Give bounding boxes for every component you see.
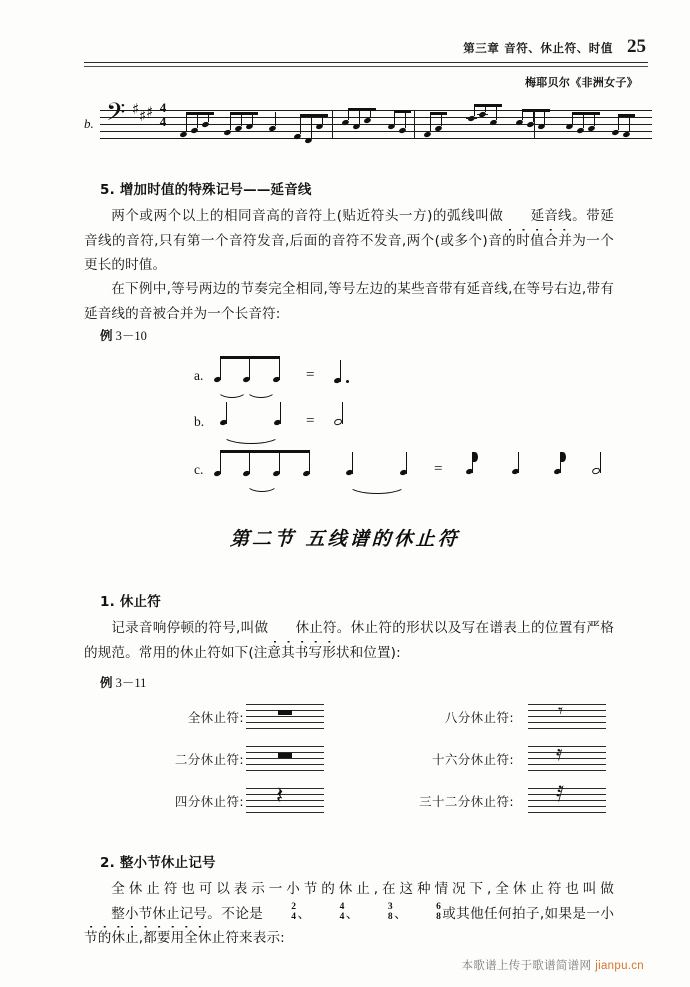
tie-example-row	[84, 352, 614, 398]
time-signature	[156, 101, 170, 128]
row-c-operator: =	[434, 461, 443, 477]
beam	[618, 114, 635, 117]
beam	[394, 110, 411, 113]
staff-quarter-rest	[246, 781, 324, 812]
sixteenth-rest-icon: 𝄿	[556, 741, 563, 765]
staff-half-rest	[246, 746, 324, 770]
stem	[474, 104, 475, 116]
barline	[534, 110, 535, 139]
running-head	[463, 36, 646, 58]
page-number: 25	[627, 36, 646, 57]
beam	[522, 109, 550, 112]
time-signature-top: 4	[159, 100, 167, 115]
stem	[629, 114, 630, 132]
row-a-operator: =	[306, 367, 315, 383]
rest-label-eighth: 八分休止符:	[444, 710, 514, 725]
emphasis-tie-term: 延音线	[503, 204, 571, 229]
paragraph-tie-example-intro	[84, 277, 614, 326]
rest-row-thirtysecond	[352, 784, 614, 818]
example-label-3-11	[100, 673, 146, 691]
staff-eighth-rest	[528, 700, 606, 728]
stem	[197, 112, 198, 128]
stem	[370, 108, 371, 118]
stem	[583, 112, 584, 128]
stem	[300, 114, 301, 134]
stem	[208, 112, 209, 122]
rest-label-quarter: 四分休止符:	[174, 794, 244, 809]
stem	[311, 114, 312, 138]
subheading-5: 5. 增加时值的特殊记号——延音线	[100, 182, 312, 198]
paragraph-tie-definition	[84, 204, 614, 278]
tie-example-figure	[84, 352, 614, 497]
stem	[441, 112, 442, 126]
stem	[230, 112, 231, 130]
stem	[275, 112, 276, 126]
row-b-operator: =	[306, 413, 315, 429]
para-text-a: 全休止符也可以表示一小节的休止,在这种情况下,全休止符也叫做	[111, 881, 614, 897]
time-signature-separator: 、	[393, 905, 408, 922]
stem	[322, 114, 323, 124]
notehead	[293, 133, 301, 140]
stem	[405, 110, 406, 128]
row-label-b: b.	[194, 414, 205, 429]
stem	[618, 114, 619, 130]
barline	[332, 110, 333, 139]
time-signature-bottom: 4	[291, 911, 297, 922]
example-label-3-10	[100, 326, 147, 344]
para-text-b: 。不论是	[207, 905, 264, 922]
row-label-c: c.	[194, 462, 204, 477]
time-signature-top: 4	[339, 902, 345, 912]
rest-types-table	[84, 700, 614, 818]
subheading-2: 2. 整小节休止记号	[100, 855, 216, 871]
beam	[186, 112, 214, 115]
beam	[300, 114, 328, 117]
staff-thirtysecond-rest	[528, 782, 606, 812]
barline	[414, 110, 415, 139]
beam	[572, 112, 600, 115]
stem	[485, 104, 486, 112]
top-staff-system	[84, 100, 652, 152]
rest-row-quarter	[84, 781, 344, 818]
stem	[522, 109, 523, 120]
example-label-number: 3－11	[115, 676, 147, 690]
row-label-a: a.	[194, 368, 204, 383]
time-signature-list	[263, 902, 442, 922]
rest-label-thirtysecond: 三十二分休止符:	[419, 794, 514, 809]
rest-label-sixteenth: 十六分休止符:	[431, 752, 514, 767]
notehead	[304, 137, 312, 144]
subheading-1: 1. 休止符	[100, 594, 161, 610]
quarter-rest-icon: 𝄽	[276, 781, 284, 809]
section-title: 第二节 五线谱的休止符	[229, 528, 461, 550]
time-signature-separator: 、	[345, 905, 360, 922]
example-label-prefix: 例	[100, 328, 113, 343]
tie-example-row	[84, 398, 614, 444]
time-signature-bottom: 8	[436, 911, 441, 922]
ledger-line	[477, 114, 488, 115]
tie-example-row	[84, 446, 614, 492]
footer-url[interactable]: jianpu.cn	[595, 960, 644, 972]
para-text: 在下例中,等号两边的节奏完全相同,等号左边的某些音带有延音线,在等号右边,带有延音线的音被合并为一个长音符:	[84, 281, 614, 322]
para-text-b: 。带延音线的音符,只有第一个音符发音,后面的音符不发音,两个(或多个)音的时值合并为一个更长的时值。	[84, 208, 614, 273]
rest-row-sixteenth	[352, 742, 614, 776]
stem	[394, 110, 395, 124]
time-signature-separator: 、	[297, 905, 312, 922]
whole-rest-icon	[278, 710, 292, 715]
time-signature-fraction	[264, 903, 296, 922]
time-signature-fraction	[361, 903, 393, 922]
time-signature-top: 2	[291, 902, 297, 912]
stem	[572, 112, 573, 124]
beam	[474, 104, 502, 107]
bass-clef-icon: 𝄢	[106, 98, 126, 133]
emphasis-whole-measure-term: 整小节休止记号	[84, 902, 207, 927]
para-text-a: 记录音响停顿的符号,叫做	[111, 620, 269, 636]
staff-whole-rest	[246, 704, 324, 728]
footer-watermark	[461, 957, 644, 973]
para-text-c: 或其他任何拍子,如果是一小节的休止,都要用全休止符来表示:	[84, 905, 615, 946]
rest-row-half	[84, 742, 344, 776]
sharp-icon: ♯	[139, 107, 147, 125]
stem	[186, 112, 187, 132]
paragraph-rest-definition	[84, 616, 614, 665]
rest-row-eighth	[352, 700, 614, 734]
time-signature-bottom: 8	[387, 911, 393, 922]
stem	[348, 108, 349, 120]
time-signature-bottom: 4	[159, 113, 167, 129]
rest-row-whole	[84, 700, 344, 734]
para-text-a: 两个或两个以上的相同音高的音符上(贴近符头一方)的弧线叫做	[111, 208, 504, 224]
stem	[252, 112, 253, 124]
beam	[430, 112, 447, 115]
staff-sixteenth-rest	[528, 741, 606, 770]
ledger-line	[466, 118, 477, 119]
para-text-b: 。休止符的形状以及写在谱表上的位置有严格的规范。常用的休止符如下(注意其书写形状和位置):	[84, 620, 614, 661]
staff-row-label: b.	[84, 116, 94, 131]
footer-text: 本歌谱上传于歌谱简谱网	[461, 958, 592, 972]
rest-label-whole: 全休止符:	[187, 710, 244, 725]
header-rule	[84, 62, 648, 63]
beam	[230, 112, 258, 115]
paragraph-whole-measure-rest	[84, 877, 614, 951]
thirtysecond-rest-icon: 𝅀	[556, 782, 565, 807]
beam	[348, 108, 376, 111]
chapter-title: 第三章 音符、休止符、时值	[463, 41, 613, 55]
stem	[594, 112, 595, 126]
example-label-prefix: 例	[100, 675, 113, 690]
example-label-number: 3－10	[115, 329, 147, 343]
time-signature-fraction	[409, 903, 441, 922]
stem	[430, 112, 431, 132]
eighth-rest-icon: 𝄾	[558, 700, 564, 722]
emphasis-rest-term: 休止符	[268, 616, 336, 641]
stem	[241, 112, 242, 126]
music-attribution: 梅耶贝尔《非洲女子》	[525, 76, 638, 89]
time-signature-top: 3	[387, 902, 393, 912]
stem	[544, 109, 545, 124]
half-rest-icon	[278, 753, 292, 758]
stem	[359, 108, 360, 124]
time-signature-fraction	[312, 903, 344, 922]
time-signature-bottom: 4	[339, 911, 345, 922]
sharp-icon: ♯	[146, 103, 154, 121]
stem	[496, 104, 497, 120]
time-signature-top: 6	[436, 902, 441, 912]
sharp-icon: ♯	[132, 100, 140, 118]
rest-label-half: 二分休止符:	[174, 752, 244, 767]
